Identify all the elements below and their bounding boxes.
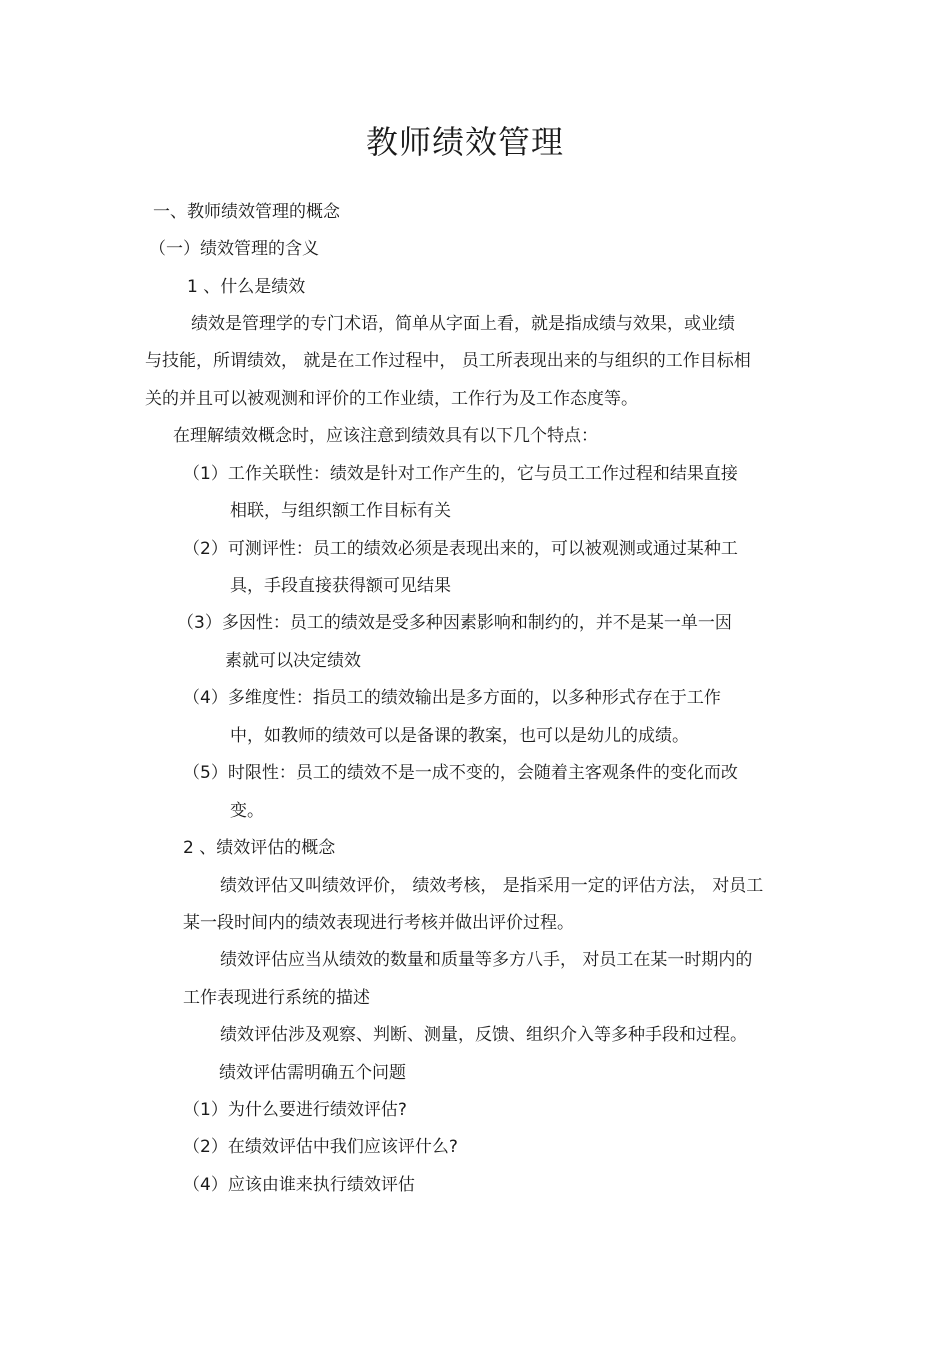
section-heading: 一、教师绩效管理的概念 [153, 202, 340, 222]
question-item: （4）应该由谁来执行绩效评估 [183, 1175, 415, 1195]
list-item-continuation: 具，手段直接获得额可见结果 [230, 576, 451, 596]
list-item-continuation: 变。 [230, 801, 264, 821]
paragraph-line: 绩效是管理学的专门术语，简单从字面上看，就是指成绩与效果，或业绩 [191, 314, 735, 334]
paragraph-line: 绩效评估涉及观察、判断、测量，反馈、组织介入等多种手段和过程。 [220, 1025, 747, 1045]
paragraph-line: 在理解绩效概念时，应该注意到绩效具有以下几个特点： [173, 426, 598, 446]
question-item: （1）为什么要进行绩效评估? [183, 1100, 407, 1120]
paragraph-line: 与技能，所谓绩效， 就是在工作过程中， 员工所表现出来的与组织的工作目标相 [145, 351, 751, 371]
list-item: （1）工作关联性：绩效是针对工作产生的，它与员工工作过程和结果直接 [183, 464, 738, 484]
paragraph-line: 关的并且可以被观测和评价的工作业绩，工作行为及工作态度等。 [145, 389, 638, 409]
paragraph-line: 绩效评估需明确五个问题 [219, 1063, 406, 1083]
list-item: （2）可测评性：员工的绩效必须是表现出来的，可以被观测或通过某种工 [183, 539, 738, 559]
list-item-continuation: 素就可以决定绩效 [225, 651, 361, 671]
paragraph-line: 绩效评估应当从绩效的数量和质量等多方八手， 对员工在某一时期内的 [220, 950, 753, 970]
item-heading: 1 、什么是绩效 [187, 277, 306, 297]
list-item: （5）时限性：员工的绩效不是一成不变的，会随着主客观条件的变化而改 [183, 763, 738, 783]
list-item-continuation: 相联，与组织额工作目标有关 [230, 501, 451, 521]
list-item: （3）多因性：员工的绩效是受多种因素影响和制约的，并不是某一单一因 [177, 613, 732, 633]
document-title: 教师绩效管理 [365, 123, 564, 161]
paragraph-line: 某一段时间内的绩效表现进行考核并做出评价过程。 [183, 913, 574, 933]
subsection-heading: （一）绩效管理的含义 [149, 239, 319, 259]
question-item: （2）在绩效评估中我们应该评什么? [183, 1137, 458, 1157]
item-heading: 2 、绩效评估的概念 [183, 838, 336, 858]
list-item: （4）多维度性：指员工的绩效输出是多方面的，以多种形式存在于工作 [183, 688, 721, 708]
list-item-continuation: 中，如教师的绩效可以是备课的教案，也可以是幼儿的成绩。 [230, 726, 689, 746]
paragraph-line: 工作表现进行系统的描述 [183, 988, 370, 1008]
paragraph-line: 绩效评估又叫绩效评价， 绩效考核， 是指采用一定的评估方法， 对员工 [220, 876, 764, 896]
